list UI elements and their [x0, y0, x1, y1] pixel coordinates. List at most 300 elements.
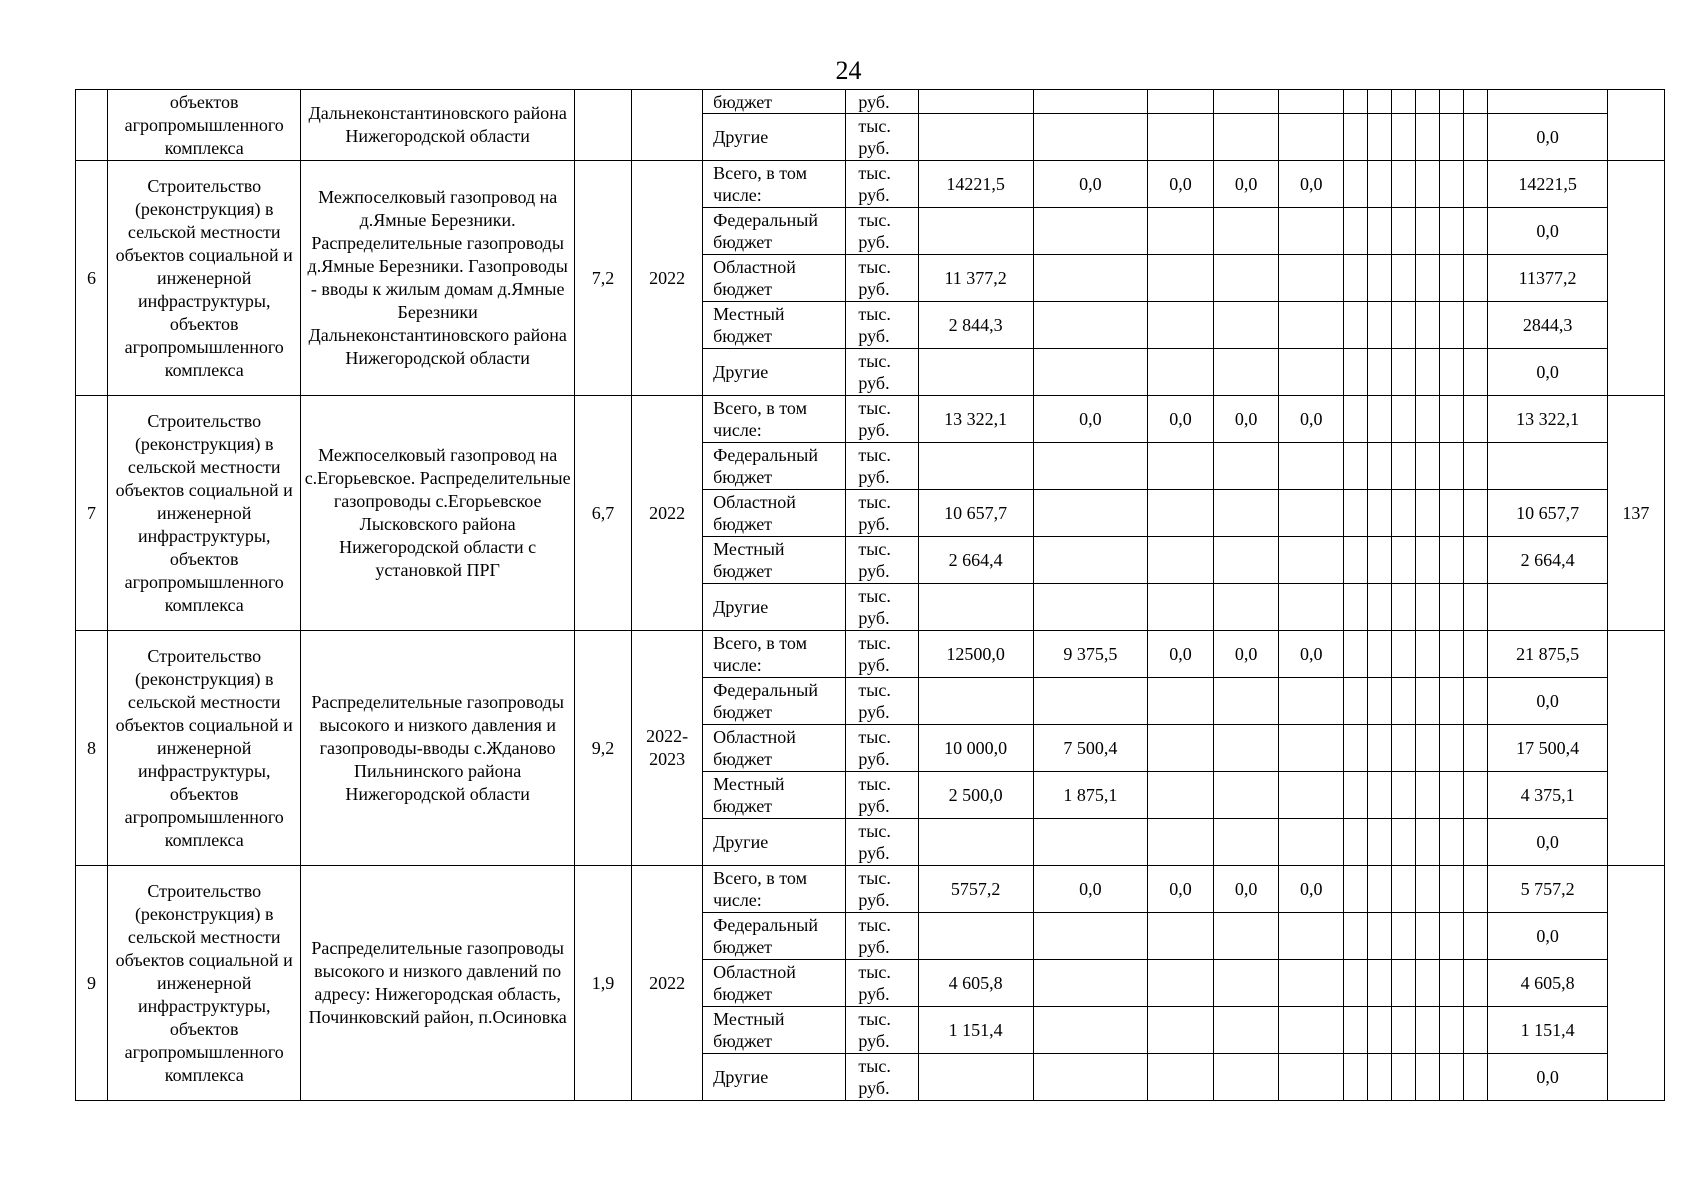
value-cell: [1440, 819, 1464, 866]
value-cell: 4 605,8: [918, 960, 1033, 1007]
value-cell: [1033, 443, 1147, 490]
value-cell: [1416, 443, 1440, 490]
value-cell: [1416, 772, 1440, 819]
value-cell: [1368, 396, 1392, 443]
value-cell: 0,0: [1279, 396, 1344, 443]
value-cell: [1147, 913, 1213, 960]
value-cell: [1344, 255, 1368, 302]
value-cell: [1147, 678, 1213, 725]
value-cell: [1392, 90, 1416, 114]
value-cell: [1464, 255, 1488, 302]
years-cell: 2022: [632, 866, 703, 1101]
value-cell: [1392, 819, 1416, 866]
value-cell: [1464, 490, 1488, 537]
value-cell: [1344, 302, 1368, 349]
table-row: [76, 866, 1665, 913]
value-cell: [1279, 255, 1344, 302]
value-cell: [1368, 114, 1392, 161]
value-cell: 10 000,0: [918, 725, 1033, 772]
funding-source-cell: Федеральный бюджет: [703, 443, 846, 490]
value-cell: [1279, 725, 1344, 772]
object-cell: Межпоселковый газопровод на с.Егорьевское. Распределительные газопроводы с.Егорьевское Лысковского района Нижегородской области с установкой ПРГ: [301, 396, 575, 631]
years-cell: 2022: [632, 396, 703, 631]
value-cell: 0,0: [1214, 161, 1279, 208]
funding-source-cell: Местный бюджет: [703, 772, 846, 819]
value-cell: [1368, 866, 1392, 913]
value-cell: [1368, 584, 1392, 631]
funding-source-cell: Всего, в том числе:: [703, 631, 846, 678]
total-cell: 14221,5: [1488, 161, 1607, 208]
value-cell: 12500,0: [918, 631, 1033, 678]
value-cell: [1416, 725, 1440, 772]
total-cell: 4 605,8: [1488, 960, 1607, 1007]
value-cell: [1416, 913, 1440, 960]
value-cell: [1440, 678, 1464, 725]
value-cell: [1344, 114, 1368, 161]
value-cell: [1464, 725, 1488, 772]
value-cell: [1147, 584, 1213, 631]
value-cell: [1440, 349, 1464, 396]
value-cell: [1416, 1007, 1440, 1054]
total-cell: 0,0: [1488, 678, 1607, 725]
extra-cell: [1607, 90, 1664, 161]
value-cell: 2 844,3: [918, 302, 1033, 349]
value-cell: [1344, 678, 1368, 725]
value-cell: [1344, 913, 1368, 960]
value-cell: 0,0: [1279, 866, 1344, 913]
length-cell: 9,2: [574, 631, 631, 866]
value-cell: [1440, 960, 1464, 1007]
value-cell: [1464, 772, 1488, 819]
value-cell: 0,0: [1214, 866, 1279, 913]
value-cell: [1344, 208, 1368, 255]
row-number-cell: [76, 90, 108, 161]
value-cell: [1416, 584, 1440, 631]
funding-source-cell: Местный бюджет: [703, 537, 846, 584]
total-cell: [1488, 443, 1607, 490]
value-cell: [1368, 90, 1392, 114]
value-cell: [1279, 302, 1344, 349]
value-cell: [1392, 537, 1416, 584]
value-cell: [1368, 819, 1392, 866]
value-cell: [1392, 678, 1416, 725]
unit-cell: тыс. руб.: [846, 255, 918, 302]
value-cell: [1416, 490, 1440, 537]
row-number-cell: 8: [76, 631, 108, 866]
value-cell: [1416, 678, 1440, 725]
value-cell: [1214, 302, 1279, 349]
value-cell: [1464, 349, 1488, 396]
value-cell: [1033, 913, 1147, 960]
value-cell: [1464, 208, 1488, 255]
value-cell: [1147, 114, 1213, 161]
value-cell: [1279, 349, 1344, 396]
extra-cell: [1607, 866, 1664, 1101]
funding-source-cell: Федеральный бюджет: [703, 678, 846, 725]
funding-source-cell: Другие: [703, 114, 846, 161]
value-cell: [1147, 960, 1213, 1007]
value-cell: [1392, 302, 1416, 349]
value-cell: [1416, 819, 1440, 866]
table-row: [76, 396, 1665, 443]
total-cell: 2 664,4: [1488, 537, 1607, 584]
value-cell: [1279, 90, 1344, 114]
value-cell: [1214, 960, 1279, 1007]
value-cell: [1392, 161, 1416, 208]
value-cell: [1392, 631, 1416, 678]
value-cell: [1464, 396, 1488, 443]
value-cell: [1416, 90, 1440, 114]
unit-cell: тыс. руб.: [846, 161, 918, 208]
total-cell: [1488, 584, 1607, 631]
value-cell: [1440, 90, 1464, 114]
value-cell: [1214, 772, 1279, 819]
unit-cell: тыс. руб.: [846, 208, 918, 255]
extra-cell: [1607, 631, 1664, 866]
value-cell: [1147, 255, 1213, 302]
value-cell: [1464, 114, 1488, 161]
total-cell: 13 322,1: [1488, 396, 1607, 443]
value-cell: [1214, 1054, 1279, 1101]
unit-cell: тыс. руб.: [846, 678, 918, 725]
value-cell: [1440, 114, 1464, 161]
years-cell: 2022- 2023: [632, 631, 703, 866]
value-cell: [1214, 208, 1279, 255]
value-cell: [1033, 208, 1147, 255]
value-cell: [1147, 443, 1213, 490]
value-cell: [1214, 537, 1279, 584]
value-cell: [1392, 490, 1416, 537]
value-cell: [1440, 631, 1464, 678]
activity-cell: Строительство (реконструкция) в сельской местности объектов социальной и инженерной инфраструктуры, объектов агропромышленного комплекса: [108, 396, 301, 631]
value-cell: 5757,2: [918, 866, 1033, 913]
value-cell: 0,0: [1033, 866, 1147, 913]
value-cell: [1416, 1054, 1440, 1101]
value-cell: [1440, 866, 1464, 913]
value-cell: [1214, 114, 1279, 161]
value-cell: [1033, 1054, 1147, 1101]
value-cell: [1033, 537, 1147, 584]
length-cell: 1,9: [574, 866, 631, 1101]
value-cell: [1464, 302, 1488, 349]
value-cell: [918, 819, 1033, 866]
value-cell: [1033, 490, 1147, 537]
value-cell: 0,0: [1147, 866, 1213, 913]
funding-source-cell: Федеральный бюджет: [703, 208, 846, 255]
value-cell: [1147, 819, 1213, 866]
value-cell: [918, 208, 1033, 255]
value-cell: 0,0: [1279, 631, 1344, 678]
value-cell: [1214, 255, 1279, 302]
unit-cell: тыс. руб.: [846, 490, 918, 537]
value-cell: [1392, 960, 1416, 1007]
unit-cell: тыс. руб.: [846, 819, 918, 866]
value-cell: [1416, 349, 1440, 396]
funding-source-cell: Всего, в том числе:: [703, 396, 846, 443]
value-cell: [1368, 255, 1392, 302]
unit-cell: тыс. руб.: [846, 960, 918, 1007]
value-cell: 0,0: [1279, 161, 1344, 208]
value-cell: [1344, 725, 1368, 772]
value-cell: [1147, 772, 1213, 819]
value-cell: [1416, 161, 1440, 208]
value-cell: [1033, 90, 1147, 114]
unit-cell: тыс. руб.: [846, 584, 918, 631]
total-cell: 11377,2: [1488, 255, 1607, 302]
value-cell: [1344, 1054, 1368, 1101]
funding-source-cell: Местный бюджет: [703, 1007, 846, 1054]
extra-cell: [1607, 161, 1664, 396]
total-cell: 0,0: [1488, 913, 1607, 960]
value-cell: [1214, 725, 1279, 772]
value-cell: [1279, 1054, 1344, 1101]
total-cell: 0,0: [1488, 819, 1607, 866]
funding-source-cell: бюджет: [703, 90, 846, 114]
value-cell: [1214, 584, 1279, 631]
value-cell: [1344, 443, 1368, 490]
row-number-cell: 7: [76, 396, 108, 631]
value-cell: [1279, 772, 1344, 819]
total-cell: 0,0: [1488, 208, 1607, 255]
funding-source-cell: Другие: [703, 819, 846, 866]
value-cell: 1 875,1: [1033, 772, 1147, 819]
value-cell: [1214, 90, 1279, 114]
value-cell: [1344, 90, 1368, 114]
unit-cell: тыс. руб.: [846, 443, 918, 490]
value-cell: [1368, 349, 1392, 396]
value-cell: [918, 349, 1033, 396]
value-cell: [1214, 678, 1279, 725]
value-cell: [1416, 208, 1440, 255]
value-cell: [1440, 584, 1464, 631]
value-cell: [1147, 349, 1213, 396]
value-cell: [1440, 725, 1464, 772]
value-cell: [1344, 396, 1368, 443]
value-cell: [1440, 208, 1464, 255]
value-cell: [1440, 443, 1464, 490]
row-number-cell: 6: [76, 161, 108, 396]
funding-source-cell: Областной бюджет: [703, 960, 846, 1007]
value-cell: [1416, 302, 1440, 349]
object-cell: Распределительные газопроводы высокого и низкого давления и газопроводы-вводы с.Жданово Пильнинского района Нижегородской области: [301, 631, 575, 866]
total-cell: 0,0: [1488, 1054, 1607, 1101]
value-cell: [1147, 725, 1213, 772]
total-cell: 0,0: [1488, 114, 1607, 161]
table-row: [76, 90, 1665, 114]
value-cell: 7 500,4: [1033, 725, 1147, 772]
table-body: [76, 90, 1665, 1101]
length-cell: 6,7: [574, 396, 631, 631]
total-cell: 4 375,1: [1488, 772, 1607, 819]
value-cell: [1033, 960, 1147, 1007]
value-cell: [1033, 1007, 1147, 1054]
object-cell: Межпоселковый газопровод на д.Ямные Березники. Распределительные газопроводы д.Ямные Березники. Газопроводы - вводы к жилым домам д.Ямные Березники Дальнеконстантиновского района Нижегородской области: [301, 161, 575, 396]
value-cell: [1392, 114, 1416, 161]
length-cell: 7,2: [574, 161, 631, 396]
activity-cell: Строительство (реконструкция) в сельской местности объектов социальной и инженерной инфраструктуры, объектов агропромышленного комплекса: [108, 866, 301, 1101]
value-cell: [918, 913, 1033, 960]
value-cell: [1464, 960, 1488, 1007]
value-cell: [1033, 349, 1147, 396]
funding-source-cell: Областной бюджет: [703, 490, 846, 537]
value-cell: [1464, 1007, 1488, 1054]
table-row: [76, 631, 1665, 678]
activity-cell: объектов агропромышленного комплекса: [108, 90, 301, 161]
funding-source-cell: Местный бюджет: [703, 302, 846, 349]
value-cell: [1440, 302, 1464, 349]
unit-cell: тыс. руб.: [846, 866, 918, 913]
value-cell: [1344, 490, 1368, 537]
value-cell: [1416, 631, 1440, 678]
value-cell: 10 657,7: [918, 490, 1033, 537]
unit-cell: тыс. руб.: [846, 631, 918, 678]
value-cell: [1368, 1054, 1392, 1101]
unit-cell: руб.: [846, 90, 918, 114]
value-cell: [1279, 913, 1344, 960]
unit-cell: тыс. руб.: [846, 302, 918, 349]
value-cell: [1464, 443, 1488, 490]
total-cell: 21 875,5: [1488, 631, 1607, 678]
value-cell: [918, 90, 1033, 114]
value-cell: [1344, 960, 1368, 1007]
value-cell: [1392, 1007, 1416, 1054]
value-cell: [1464, 1054, 1488, 1101]
value-cell: [1344, 1007, 1368, 1054]
value-cell: [1279, 443, 1344, 490]
total-cell: 10 657,7: [1488, 490, 1607, 537]
total-cell: 17 500,4: [1488, 725, 1607, 772]
value-cell: [1368, 725, 1392, 772]
value-cell: [1368, 960, 1392, 1007]
value-cell: [1392, 1054, 1416, 1101]
value-cell: [1214, 1007, 1279, 1054]
value-cell: [1279, 490, 1344, 537]
unit-cell: тыс. руб.: [846, 725, 918, 772]
value-cell: [1392, 866, 1416, 913]
unit-cell: тыс. руб.: [846, 349, 918, 396]
funding-source-cell: Областной бюджет: [703, 725, 846, 772]
value-cell: [1368, 208, 1392, 255]
value-cell: [1440, 396, 1464, 443]
years-cell: [632, 90, 703, 161]
value-cell: 0,0: [1033, 161, 1147, 208]
object-cell: Распределительные газопроводы высокого и низкого давлений по адресу: Нижегородская область, Починковский район, п.Осиновка: [301, 866, 575, 1101]
unit-cell: тыс. руб.: [846, 772, 918, 819]
page-number: 24: [835, 56, 862, 85]
value-cell: [1368, 631, 1392, 678]
value-cell: [1344, 631, 1368, 678]
activity-cell: Строительство (реконструкция) в сельской местности объектов социальной и инженерной инфраструктуры, объектов агропромышленного комплекса: [108, 631, 301, 866]
value-cell: [1147, 537, 1213, 584]
value-cell: [1440, 1054, 1464, 1101]
value-cell: [1368, 913, 1392, 960]
value-cell: [1344, 866, 1368, 913]
value-cell: [1344, 349, 1368, 396]
value-cell: [1392, 396, 1416, 443]
unit-cell: тыс. руб.: [846, 114, 918, 161]
value-cell: 11 377,2: [918, 255, 1033, 302]
value-cell: [1416, 537, 1440, 584]
value-cell: [1344, 584, 1368, 631]
funding-table: [75, 89, 1665, 1101]
unit-cell: тыс. руб.: [846, 537, 918, 584]
total-cell: 1 151,4: [1488, 1007, 1607, 1054]
value-cell: [1464, 913, 1488, 960]
value-cell: [1147, 90, 1213, 114]
value-cell: [1392, 208, 1416, 255]
value-cell: [1368, 302, 1392, 349]
unit-cell: тыс. руб.: [846, 396, 918, 443]
value-cell: [1392, 725, 1416, 772]
value-cell: 0,0: [1214, 396, 1279, 443]
table-row: [76, 161, 1665, 208]
value-cell: [918, 443, 1033, 490]
value-cell: [1279, 584, 1344, 631]
value-cell: [1214, 913, 1279, 960]
unit-cell: тыс. руб.: [846, 913, 918, 960]
value-cell: [1279, 208, 1344, 255]
value-cell: [1344, 537, 1368, 584]
value-cell: [1344, 772, 1368, 819]
years-cell: 2022: [632, 161, 703, 396]
value-cell: [1214, 443, 1279, 490]
value-cell: 9 375,5: [1033, 631, 1147, 678]
value-cell: 0,0: [1033, 396, 1147, 443]
value-cell: [1464, 866, 1488, 913]
row-number-cell: 9: [76, 866, 108, 1101]
funding-source-cell: Областной бюджет: [703, 255, 846, 302]
value-cell: [1147, 1054, 1213, 1101]
value-cell: [1368, 772, 1392, 819]
value-cell: [1392, 255, 1416, 302]
funding-source-cell: Всего, в том числе:: [703, 161, 846, 208]
total-cell: 2844,3: [1488, 302, 1607, 349]
value-cell: [1279, 819, 1344, 866]
unit-cell: тыс. руб.: [846, 1054, 918, 1101]
value-cell: [1464, 631, 1488, 678]
value-cell: [1440, 490, 1464, 537]
value-cell: [1279, 1007, 1344, 1054]
value-cell: [1440, 161, 1464, 208]
value-cell: 2 664,4: [918, 537, 1033, 584]
value-cell: [1392, 772, 1416, 819]
value-cell: [1464, 537, 1488, 584]
value-cell: 0,0: [1147, 396, 1213, 443]
value-cell: [1147, 302, 1213, 349]
value-cell: [1464, 161, 1488, 208]
value-cell: [1464, 584, 1488, 631]
value-cell: [1033, 678, 1147, 725]
value-cell: [1440, 1007, 1464, 1054]
value-cell: [1033, 114, 1147, 161]
value-cell: [1464, 678, 1488, 725]
value-cell: [1344, 161, 1368, 208]
extra-cell: 137: [1607, 396, 1664, 631]
value-cell: [1464, 90, 1488, 114]
value-cell: [1033, 584, 1147, 631]
value-cell: [1033, 819, 1147, 866]
total-cell: 5 757,2: [1488, 866, 1607, 913]
value-cell: [1033, 255, 1147, 302]
value-cell: [1147, 1007, 1213, 1054]
funding-source-cell: Всего, в том числе:: [703, 866, 846, 913]
value-cell: [918, 584, 1033, 631]
value-cell: [918, 678, 1033, 725]
value-cell: [1214, 819, 1279, 866]
value-cell: [1344, 819, 1368, 866]
value-cell: [1440, 537, 1464, 584]
value-cell: 2 500,0: [918, 772, 1033, 819]
